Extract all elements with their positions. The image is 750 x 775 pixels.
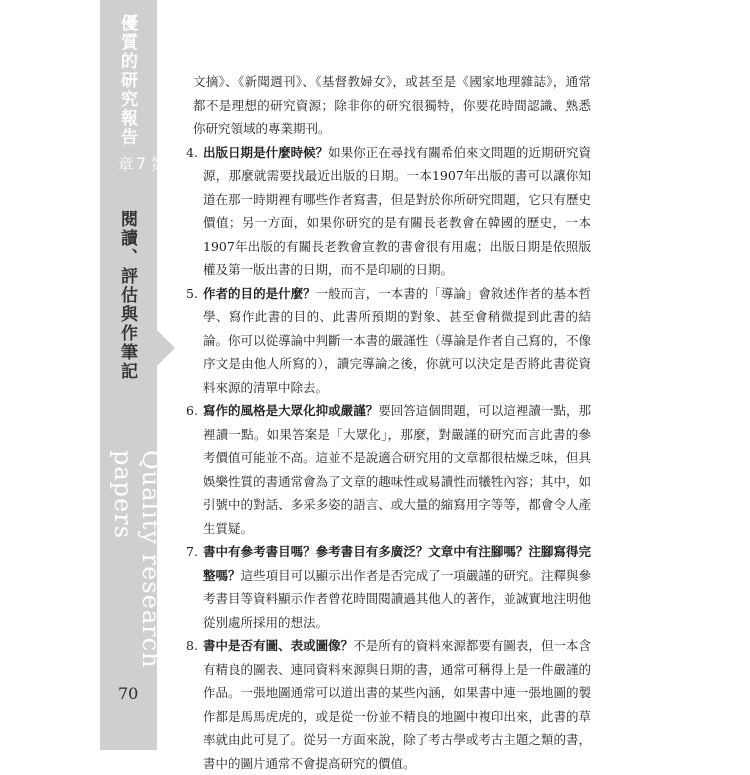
page-number: 70: [118, 684, 139, 703]
item-lead: 寫作的風格是大眾化抑或嚴謹？: [203, 403, 379, 418]
english-title: Quality research papers: [109, 450, 165, 669]
item-text: 要回答這個問題，可以這裡讀一點，那裡讀一點。如果答案是「大眾化」，那麼，對嚴謹的研究而言此書的參考價值可能並不高。這並不是說適合研究用的文章都很枯燥乏味，但具娛樂性質的書通常會為了文章的趣味性或易讀性而犧牲內容；其中，如引號中的對話、多采多姿的語言、或大量的縮寫用字等等，都會令人產生質疑。: [203, 403, 591, 536]
list-item: [186, 399, 591, 540]
item-text: 這些項目可以顯示出作者是否完成了一項嚴謹的研究。注釋與參考書目等資料顯示作者曾花時間閱讀過其他人的著作，並誠實地注明他從別處所採用的想法。: [203, 567, 591, 630]
item-number: 8.: [186, 638, 198, 653]
item-lead: 出版日期是什麼時候？: [203, 144, 329, 160]
chapter-title: 閱讀、評估與作筆記: [117, 210, 137, 381]
chapter-prefix: 第: [148, 155, 168, 172]
item-number: 7.: [186, 544, 198, 559]
item-lead: 書中有參考書目嗎？參考書目有多廣泛？文章中有注腳嗎？注腳寫得完整嗎？: [203, 544, 591, 583]
item-lead: 書中是否有圖、表或圖像？: [203, 638, 354, 653]
item-text: 不是所有的資料來源都要有圖表，但一本含有精良的圖表、連同資料來源與日期的書，通常可稱得上是一件嚴謹的作品。一張地圖通常可以道出書的某些內涵，如果書中連一張地圖的製作都是馬馬虎虎的，或是從一份並不精良的地圖中複印出來，此書的草率就由此可見了。從另一方面來說，除了考古學或考古主題之類的書，書中的圖片通常不會提高研究的價值。: [203, 638, 591, 771]
page-body: [186, 70, 591, 775]
item-number: 6.: [186, 403, 198, 418]
list-item: [186, 634, 591, 775]
list-item: [186, 141, 591, 282]
list-item: [186, 540, 591, 634]
chapter-label: [113, 150, 169, 177]
item-number: 5.: [186, 285, 198, 301]
item-text: 一般而言，一本書的「導論」會敘述作者的基本哲學、寫作此書的目的、此書所預期的對象、甚至會稍微提到此書的結論。你可以從導論中判斷一本書的嚴謹性（導論是作者自己寫的，不像序文是由他人所寫的），讀完導論之後，你就可以決定是否將此書從資料來源的清單中除去。: [203, 285, 591, 395]
list-item: [186, 282, 591, 400]
chapter-number: 7: [136, 154, 147, 173]
item-text: 如果你正在尋找有關希伯來文問題的近期研究資源，那麼就需要找最近出版的日期。一本1907年出版的書可以讓你知道在那一時期裡有哪些作者寫書，但是對於你所研究問題，它只有歷史價值；另一方面，如果你研究的是有關長老教會在韓國的歷史，一本1907年出版的有關長老教會宣教的書會很有用處；出版日期是依照版權及第一版出書的日期，而不是印刷的日期。: [203, 144, 591, 277]
book-title: 優質的研究報告: [117, 14, 137, 147]
sidebar-arrow-marker: [157, 330, 175, 366]
intro-paragraph: 文摘》、《新聞週刊》、《基督教婦女》，或甚至是《國家地理雜誌》，通常都不是理想的研究資源；除非你的研究很獨特，你要花時間認識、熟悉你研究領域的專業期刊。: [193, 74, 591, 136]
chapter-suffix: 章: [115, 155, 134, 172]
item-number: 4.: [186, 144, 198, 160]
item-lead: 作者的目的是什麼？: [203, 285, 316, 301]
